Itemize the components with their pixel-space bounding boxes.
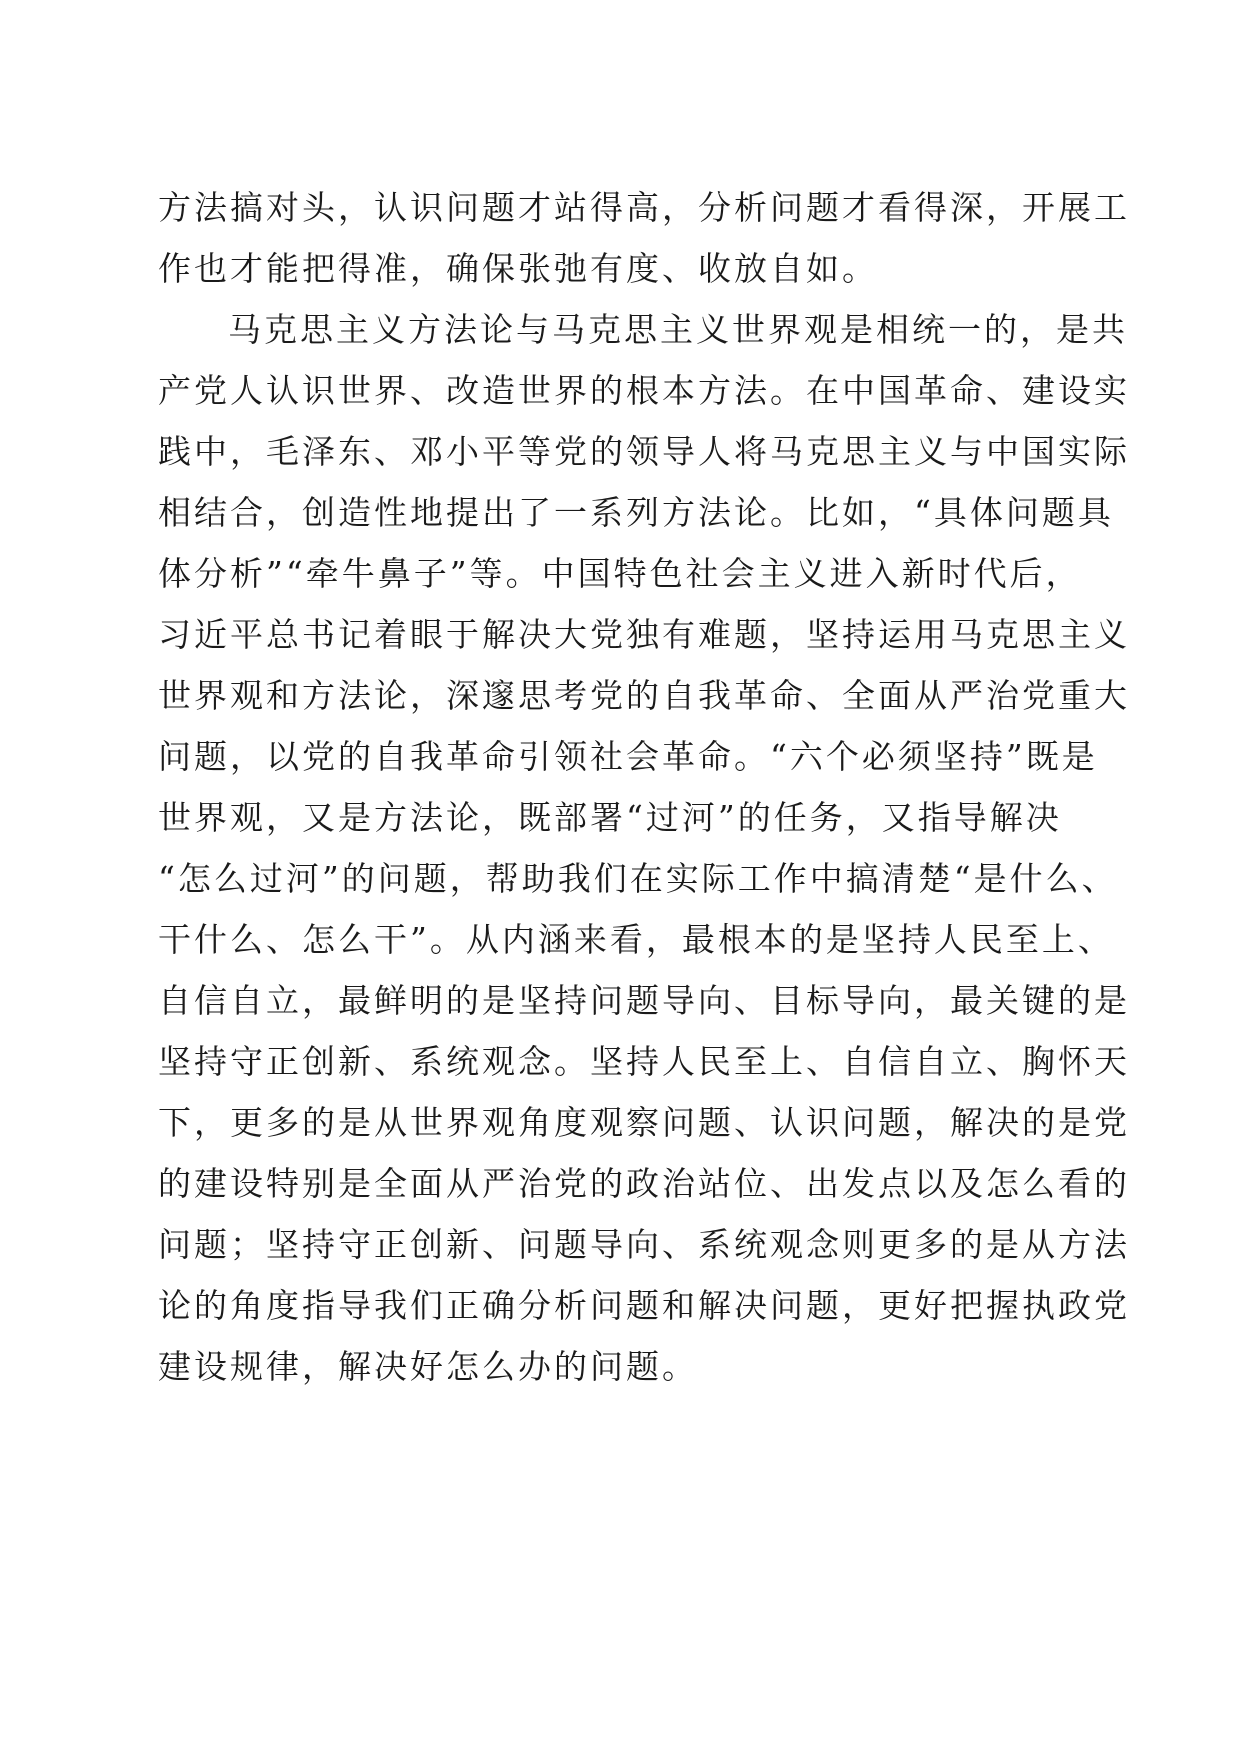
paragraph-line: 马克思主义方法论与马克思主义世界观是相统一的，是共 bbox=[228, 310, 1128, 349]
paragraph-line: “怎么过河”的问题，帮助我们在实际工作中搞清楚“是什么、 bbox=[158, 859, 1118, 898]
paragraph-line: 坚持守正创新、系统观念。坚持人民至上、自信自立、胸怀天 bbox=[158, 1042, 1130, 1081]
paragraph-line: 践中，毛泽东、邓小平等党的领导人将马克思主义与中国实际 bbox=[158, 432, 1130, 471]
paragraph-line: 自信自立，最鲜明的是坚持问题导向、目标导向，最关键的是 bbox=[158, 981, 1130, 1020]
paragraph-line: 方法搞对头，认识问题才站得高，分析问题才看得深，开展工 bbox=[158, 188, 1130, 227]
paragraph-2 bbox=[158, 310, 1130, 1408]
paragraph-line: 相结合，创造性地提出了一系列方法论。比如，“具体问题具 bbox=[158, 493, 1114, 532]
paragraph-line: 世界观，又是方法论，既部署“过河”的任务，又指导解决 bbox=[158, 798, 1062, 837]
paragraph-line: 论的角度指导我们正确分析问题和解决问题，更好把握执政党 bbox=[158, 1286, 1130, 1325]
paragraph-line: 问题；坚持守正创新、问题导向、系统观念则更多的是从方法 bbox=[158, 1225, 1130, 1264]
paragraph-line: 体分析”“牵牛鼻子”等。中国特色社会主义进入新时代后， bbox=[158, 554, 1082, 593]
paragraph-line: 的建设特别是全面从严治党的政治站位、出发点以及怎么看的 bbox=[158, 1164, 1130, 1203]
paragraph-line: 习近平总书记着眼于解决大党独有难题，坚持运用马克思主义 bbox=[158, 615, 1130, 654]
paragraph-1 bbox=[158, 188, 1130, 310]
paragraph-line: 产党人认识世界、改造世界的根本方法。在中国革命、建设实 bbox=[158, 371, 1130, 410]
paragraph-line: 建设规律，解决好怎么办的问题。 bbox=[158, 1347, 698, 1386]
paragraph-line: 作也才能把得准，确保张弛有度、收放自如。 bbox=[158, 249, 878, 288]
paragraph-line: 世界观和方法论，深邃思考党的自我革命、全面从严治党重大 bbox=[158, 676, 1130, 715]
paragraph-line: 问题，以党的自我革命引领社会革命。“六个必须坚持”既是 bbox=[158, 737, 1098, 776]
document-body bbox=[158, 188, 1130, 1408]
paragraph-line: 下，更多的是从世界观角度观察问题、认识问题，解决的是党 bbox=[158, 1103, 1130, 1142]
paragraph-line: 干什么、怎么干”。从内涵来看，最根本的是坚持人民至上、 bbox=[158, 920, 1114, 959]
